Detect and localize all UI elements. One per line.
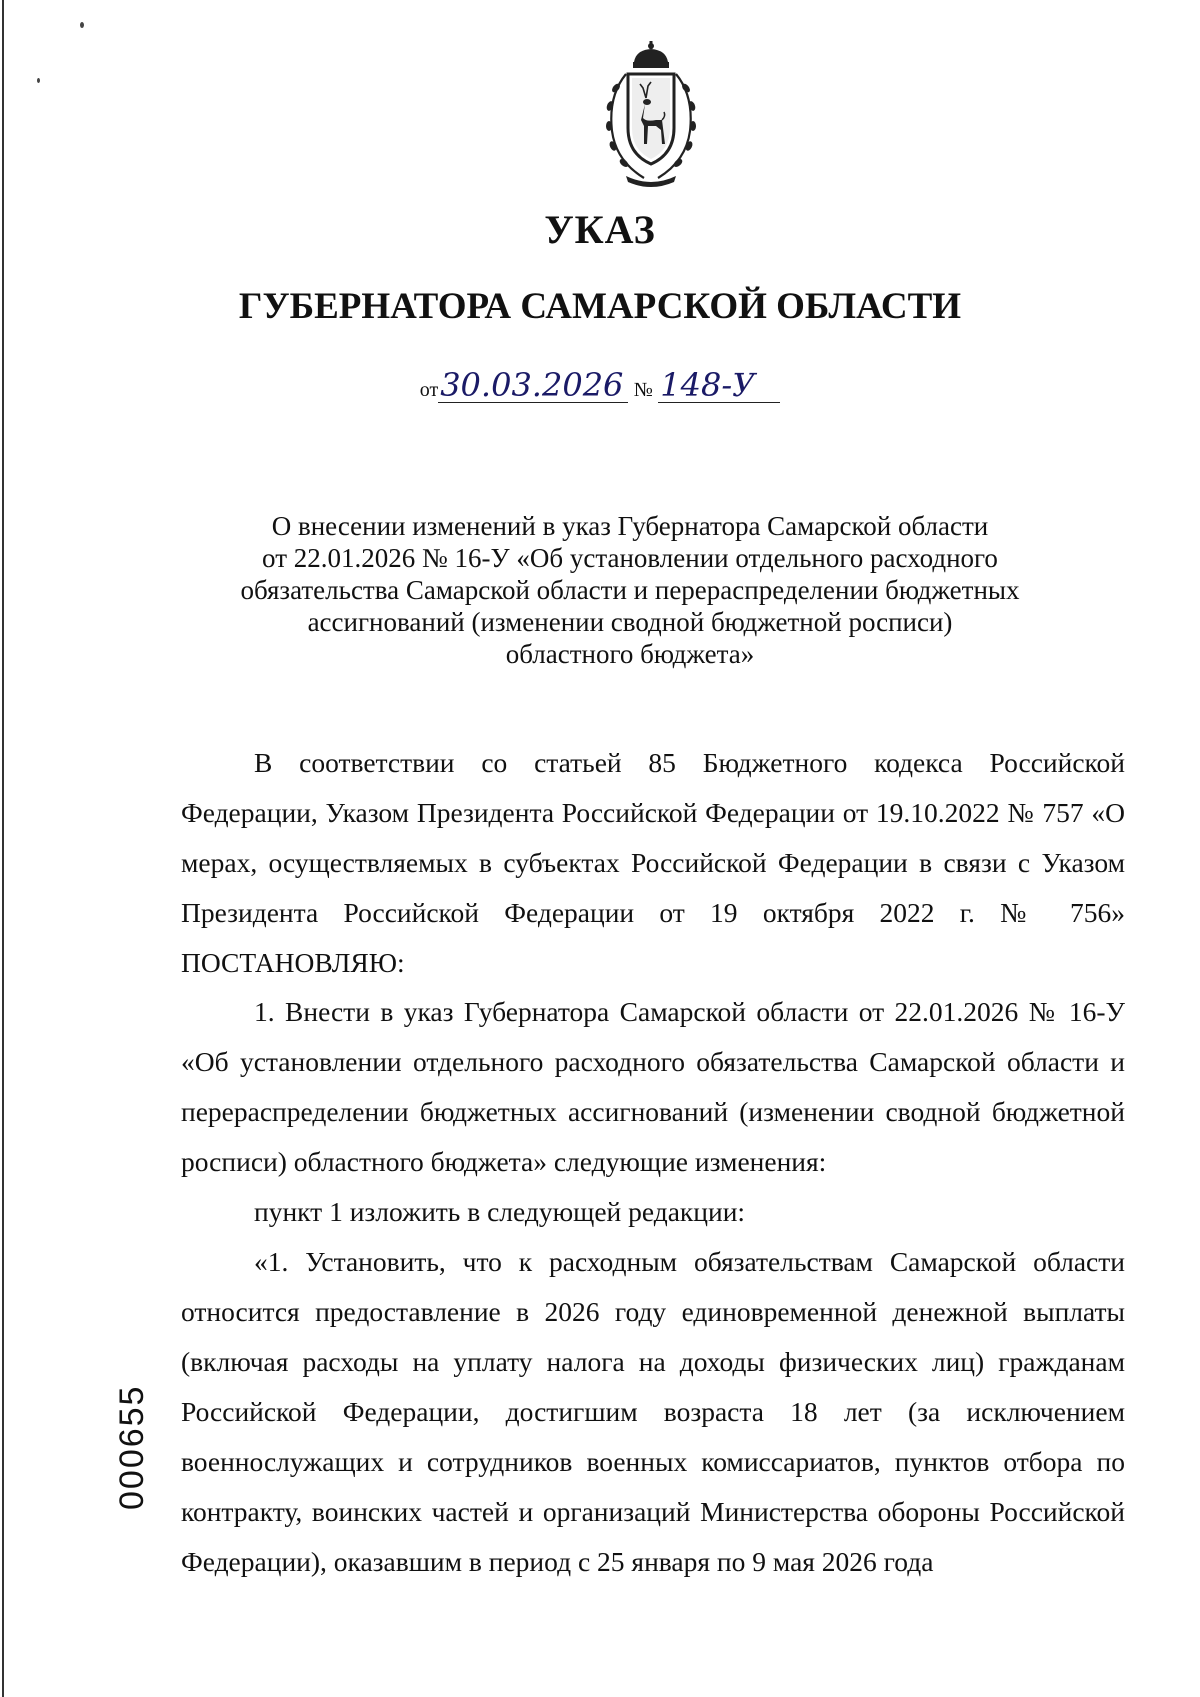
heading-line: О внесении изменений в указ Губернатора Самарской области [271, 511, 989, 541]
amendments-block [181, 987, 1125, 1587]
heading-line: обязательства Самарской области и перераспределении бюджетных [240, 575, 1020, 605]
decree-heading [180, 510, 1080, 670]
scan-speck [37, 78, 40, 83]
samara-coat-of-arms-icon [596, 36, 706, 188]
number-prefix: № [633, 379, 653, 401]
amendment-instruction: пункт 1 изложить в следующей редакции: [254, 1196, 746, 1227]
preamble-paragraph: В соответствии со статьей 85 Бюджетного кодекса Российской Федерации, Указом Президента Российской Федерации от 19.10.2022 № 757 «О мерах, осуществляемых в субъектах Российской Федерации в связи с Указом Президента Российской Федерации от 19 октября 2022 г. № 756» ПОСТАНОВЛЯЮ: [181, 747, 1125, 978]
heading-line: ассигнований (изменении сводной бюджетной росписи) [307, 607, 953, 637]
heading-line: областного бюджета» [505, 639, 755, 669]
document-title: УКАЗ [544, 207, 656, 252]
amendment-paragraph: 1. Внести в указ Губернатора Самарской области от 22.01.2026 № 16-У «Об установлении отдельного расходного обязательства Самарской области и перераспределении бюджетных ассигнований (изменении сводной бюджетной росписи) областного бюджета» следующие изменения: [181, 996, 1125, 1177]
side-serial-number: 000655 [113, 1384, 151, 1510]
document-subtitle: ГУБЕРНАТОРА САМАРСКОЙ ОБЛАСТИ [238, 286, 962, 327]
heading-line: от 22.01.2026 № 16-У «Об установлении отдельного расходного [262, 543, 998, 573]
page-left-edge [2, 0, 4, 1697]
preamble-block [181, 738, 1125, 988]
amended-clause-paragraph: «1. Установить, что к расходным обязательствам Самарской области относится предоставление в 2026 году единовременной денежной выплаты (включая расходы на уплату налога на доходы физических лиц) гражданам Российской Федерации, достигшим возраста 18 лет (за исключением военнослужащих и сотрудников военных комиссариатов, пунктов отбора по контракту, воинских частей и организаций Министерства обороны Российской Федерации), оказавшим в период с 25 января по 9 мая 2026 года [181, 1246, 1125, 1577]
date-number-line [0, 368, 1200, 403]
handwritten-date: 30.03.2026 [438, 368, 628, 403]
date-prefix: от [419, 379, 439, 401]
scan-speck [80, 22, 84, 28]
handwritten-number: 148-У [658, 368, 780, 403]
